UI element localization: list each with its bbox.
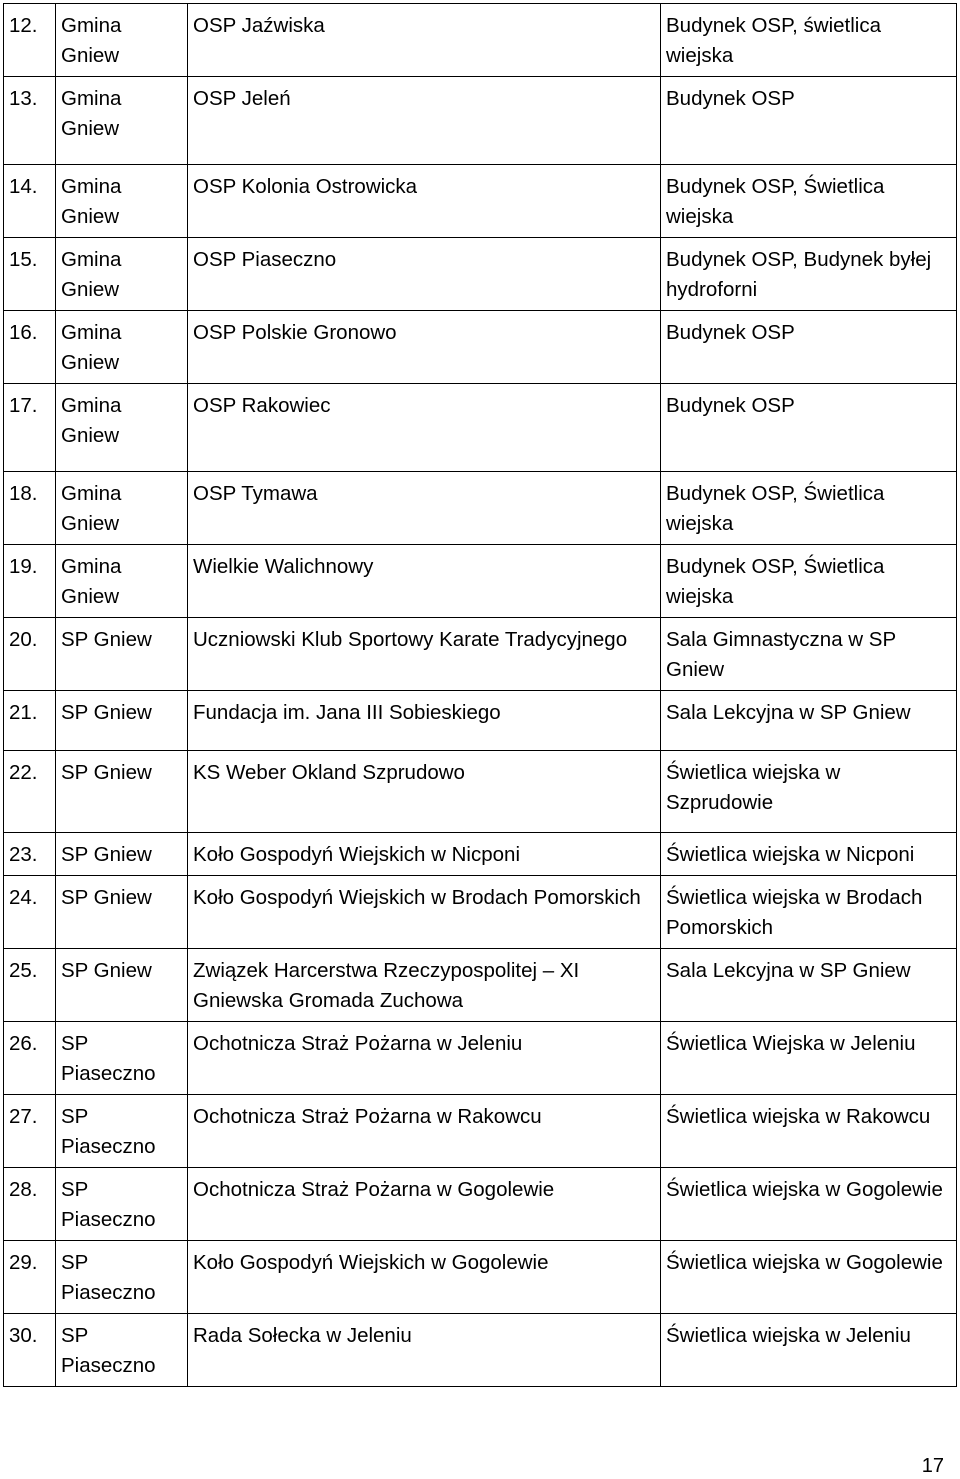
row-number: 26. — [4, 1022, 56, 1095]
row-place: Świetlica wiejska w Gogolewie — [661, 1241, 957, 1314]
row-number: 18. — [4, 472, 56, 545]
row-organization: OSP Polskie Gronowo — [188, 311, 661, 384]
row-number: 12. — [4, 4, 56, 77]
row-gmina: Gmina Gniew — [56, 238, 188, 311]
row-gmina: Gmina Gniew — [56, 165, 188, 238]
row-organization: OSP Kolonia Ostrowicka — [188, 165, 661, 238]
row-gmina: SP Gniew — [56, 876, 188, 949]
row-place: Budynek OSP — [661, 384, 957, 472]
row-organization: OSP Jeleń — [188, 77, 661, 165]
row-organization: OSP Jaźwiska — [188, 4, 661, 77]
table-row — [4, 472, 957, 545]
row-number: 25. — [4, 949, 56, 1022]
row-organization: OSP Rakowiec — [188, 384, 661, 472]
row-gmina: SP Piaseczno — [56, 1241, 188, 1314]
row-number: 17. — [4, 384, 56, 472]
row-organization: Rada Sołecka w Jeleniu — [188, 1314, 661, 1387]
row-organization: Koło Gospodyń Wiejskich w Nicponi — [188, 833, 661, 876]
row-place: Budynek OSP, Świetlica wiejska — [661, 472, 957, 545]
row-gmina: SP Piaseczno — [56, 1022, 188, 1095]
row-gmina: Gmina Gniew — [56, 77, 188, 165]
row-place: Świetlica wiejska w Szprudowie — [661, 751, 957, 833]
row-number: 13. — [4, 77, 56, 165]
table-row — [4, 1095, 957, 1168]
row-gmina: SP Piaseczno — [56, 1168, 188, 1241]
table-row — [4, 1314, 957, 1387]
row-number: 16. — [4, 311, 56, 384]
row-number: 22. — [4, 751, 56, 833]
row-gmina: SP Gniew — [56, 691, 188, 751]
table-row — [4, 1022, 957, 1095]
row-gmina: SP Gniew — [56, 618, 188, 691]
row-organization: Ochotnicza Straż Pożarna w Gogolewie — [188, 1168, 661, 1241]
table-row — [4, 949, 957, 1022]
table-row — [4, 77, 957, 165]
row-organization: KS Weber Okland Szprudowo — [188, 751, 661, 833]
row-place: Świetlica Wiejska w Jeleniu — [661, 1022, 957, 1095]
table-row — [4, 1168, 957, 1241]
row-gmina: Gmina Gniew — [56, 4, 188, 77]
row-place: Sala Lekcyjna w SP Gniew — [661, 691, 957, 751]
row-place: Świetlica wiejska w Gogolewie — [661, 1168, 957, 1241]
row-number: 27. — [4, 1095, 56, 1168]
row-gmina: Gmina Gniew — [56, 545, 188, 618]
table-row — [4, 618, 957, 691]
row-gmina: Gmina Gniew — [56, 384, 188, 472]
table-row — [4, 833, 957, 876]
row-gmina: Gmina Gniew — [56, 472, 188, 545]
row-number: 14. — [4, 165, 56, 238]
row-place: Sala Gimnastyczna w SP Gniew — [661, 618, 957, 691]
table-row — [4, 311, 957, 384]
page-number: 17 — [921, 1455, 944, 1477]
row-place: Budynek OSP, Świetlica wiejska — [661, 545, 957, 618]
row-organization: OSP Tymawa — [188, 472, 661, 545]
row-place: Budynek OSP, świetlica wiejska — [661, 4, 957, 77]
table-row — [4, 165, 957, 238]
row-place: Świetlica wiejska w Brodach Pomorskich — [661, 876, 957, 949]
row-gmina: SP Piaseczno — [56, 1314, 188, 1387]
row-number: 20. — [4, 618, 56, 691]
table-row — [4, 876, 957, 949]
row-gmina: SP Gniew — [56, 949, 188, 1022]
row-number: 30. — [4, 1314, 56, 1387]
row-organization: Koło Gospodyń Wiejskich w Brodach Pomorskich — [188, 876, 661, 949]
row-number: 28. — [4, 1168, 56, 1241]
row-place: Budynek OSP — [661, 311, 957, 384]
table-body — [4, 4, 957, 1387]
row-organization: Ochotnicza Straż Pożarna w Jeleniu — [188, 1022, 661, 1095]
row-number: 19. — [4, 545, 56, 618]
row-organization: Uczniowski Klub Sportowy Karate Tradycyjnego — [188, 618, 661, 691]
row-organization: OSP Piaseczno — [188, 238, 661, 311]
table-row — [4, 751, 957, 833]
row-gmina: SP Gniew — [56, 751, 188, 833]
row-place: Świetlica wiejska w Rakowcu — [661, 1095, 957, 1168]
row-gmina: SP Gniew — [56, 833, 188, 876]
row-organization: Związek Harcerstwa Rzeczypospolitej – XI Gniewska Gromada Zuchowa — [188, 949, 661, 1022]
organizations-table — [3, 3, 957, 1387]
row-place: Świetlica wiejska w Jeleniu — [661, 1314, 957, 1387]
table-row — [4, 384, 957, 472]
row-organization: Fundacja im. Jana III Sobieskiego — [188, 691, 661, 751]
table-row — [4, 238, 957, 311]
table-row — [4, 545, 957, 618]
row-place: Budynek OSP, Świetlica wiejska — [661, 165, 957, 238]
row-number: 29. — [4, 1241, 56, 1314]
table-row — [4, 691, 957, 751]
row-gmina: SP Piaseczno — [56, 1095, 188, 1168]
row-place: Budynek OSP — [661, 77, 957, 165]
table-row — [4, 1241, 957, 1314]
row-number: 23. — [4, 833, 56, 876]
row-number: 24. — [4, 876, 56, 949]
row-organization: Wielkie Walichnowy — [188, 545, 661, 618]
row-place: Sala Lekcyjna w SP Gniew — [661, 949, 957, 1022]
row-organization: Koło Gospodyń Wiejskich w Gogolewie — [188, 1241, 661, 1314]
row-number: 21. — [4, 691, 56, 751]
row-gmina: Gmina Gniew — [56, 311, 188, 384]
row-organization: Ochotnicza Straż Pożarna w Rakowcu — [188, 1095, 661, 1168]
row-place: Świetlica wiejska w Nicponi — [661, 833, 957, 876]
row-place: Budynek OSP, Budynek byłej hydroforni — [661, 238, 957, 311]
table-row — [4, 4, 957, 77]
row-number: 15. — [4, 238, 56, 311]
